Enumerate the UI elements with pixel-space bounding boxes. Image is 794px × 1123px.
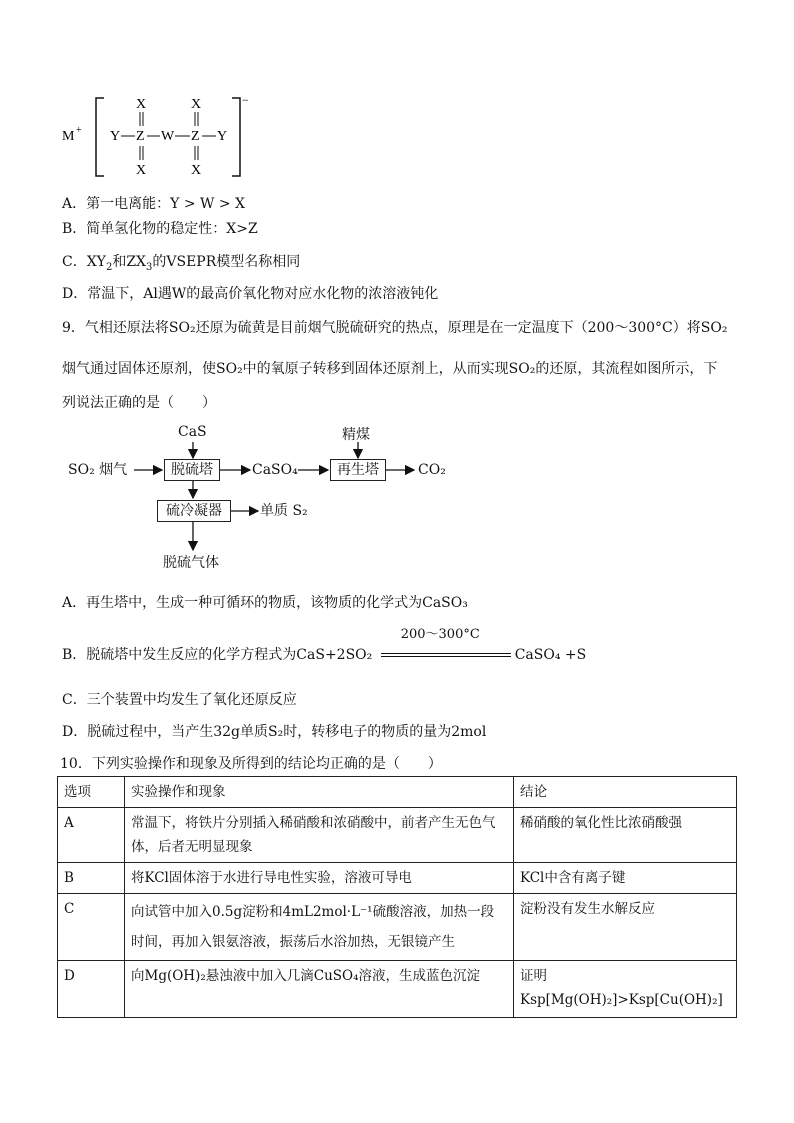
table-row [58,894,737,961]
reaction-condition: 200～300°C [400,627,480,642]
table-row [58,863,737,894]
cell-operation [125,894,514,961]
option-letter: C． [62,254,87,270]
flow-label-cas: CaS [178,424,207,440]
q10-stem: 10．下列实验操作和现象及所得到的结论均正确的是（ ） [60,756,442,772]
option-text: 第一电离能：Y > W > X [86,196,245,212]
q8-option-a [62,194,245,214]
option-text: 再生塔中，生成一种可循环的物质，该物质的化学式为CaSO₃ [86,595,468,611]
flow-box-regeneration-tower: 再生塔 [330,459,386,481]
q9-stem-line3: 列说法正确的是（ ） [62,395,216,411]
cell-line: 常温下，将铁片分别插入稀硝酸和浓硝酸中，前者产生无色气 [131,815,496,831]
flow-label-co2: CO₂ [418,462,446,478]
option-letter: B． [62,647,87,663]
q9-stem-line1 [62,318,727,338]
q9-stem-line2: 烟气通过固体还原剂，使SO₂中的氧原子转移到固体还原剂上，从而实现SO₂的还原，其流程如图所示，下 [62,361,718,377]
stem-text: 气相还原法将SO₂还原为硫黄是目前烟气脱硫研究的热点，原理是在一定温度下（200～300°C）将SO₂ [84,320,728,336]
option-text: 脱硫过程中，当产生32g单质S₂时，转移电子的物质的量为2mol [87,724,487,740]
atom-y-left: Y [110,129,121,144]
atom-w: W [161,129,175,144]
cell-line: 时间，再加入银氨溶液，振荡后水浴加热，无银镜产生 [131,934,455,950]
atom-x-top-left: X [136,97,147,112]
question-number: 9． [62,320,85,336]
flow-label-coal: 精煤 [342,427,370,443]
option-text: 的VSEPR模型名称相同 [152,254,301,270]
flow-label-so2-gas: SO₂ 烟气 [68,462,128,478]
anion-structure-diagram [60,92,260,184]
q9-option-a [62,593,468,613]
cell-conclusion [514,961,737,1018]
atom-z-right: Z [191,129,200,144]
atom-y-right: Y [217,129,228,144]
q9-option-c [62,690,297,710]
cation-symbol: M [62,129,75,144]
cell-line: 将KCl固体溶于水进行导电性实验，溶液可导电 [131,870,412,886]
flow-box-sulfur-condenser: 硫冷凝器 [157,500,231,522]
flow-arrows [62,420,462,580]
option-text: 三个装置中均发生了氧化还原反应 [86,692,297,708]
q9-option-d [62,722,486,742]
cell-operation [125,808,514,863]
cell-option: D [58,961,125,1018]
cell-operation [125,863,514,894]
flow-chart [62,420,462,580]
q8-option-d [62,284,438,304]
table-header-row [58,777,737,808]
header-operation: 实验操作和现象 [125,777,514,808]
q8-option-b [62,219,258,239]
cell-line: 淀粉没有发生水解反应 [520,901,655,917]
cation-charge: + [76,125,82,136]
option-text: 脱硫塔中发生反应的化学方程式为CaS+2SO₂ [86,647,373,663]
formula-zx: ZX [126,254,147,270]
cell-line: 向试管中加入0.5g淀粉和4mL2mol·L⁻¹硫酸溶液，加热一段 [131,904,495,920]
cell-conclusion [514,863,737,894]
cell-operation [125,961,514,1018]
reaction-product: CaSO₄ +S [514,647,587,663]
left-bracket [96,98,104,176]
cell-line: 证明 [520,968,547,984]
cell-line: KCl中含有离子键 [520,870,626,886]
flow-label-caso4: CaSO₄ [252,462,298,478]
atom-x-bottom-right: X [191,163,202,178]
option-letter: A． [62,595,87,611]
cell-line: 体，后者无明显现象 [131,839,253,855]
option-letter: D． [62,286,88,302]
equals-line-top [381,653,511,654]
subscript: 2 [105,261,113,273]
reaction-equals [381,627,511,665]
table-row [58,961,737,1018]
cell-line: Ksp[Mg(OH)₂]>Ksp[Cu(OH)₂] [520,992,723,1008]
cell-conclusion [514,894,737,961]
table-row [58,808,737,863]
option-text: 简单氢化物的稳定性：X>Z [86,221,258,237]
option-letter: C． [62,692,87,708]
q9-option-b [62,627,587,665]
cell-conclusion [514,808,737,863]
equals-line-bottom [381,656,511,657]
option-text: 常温下，Al遇W的最高价氧化物对应水化物的浓溶液钝化 [87,286,439,302]
cell-line: 稀硝酸的氧化性比浓硝酸强 [520,815,682,831]
q8-option-c [62,252,300,278]
atom-x-top-right: X [191,97,202,112]
flow-label-s2: 单质 S₂ [260,503,308,519]
cell-line: 向Mg(OH)₂悬浊液中加入几滴CuSO₄溶液，生成蓝色沉淀 [131,968,481,984]
cell-option: A [58,808,125,863]
formula-xy: XY [86,254,106,270]
atom-x-bottom-left: X [136,163,147,178]
option-text: 和 [112,254,127,270]
option-letter: D． [62,724,88,740]
option-letter: A． [62,196,87,212]
experiment-table [57,776,737,1018]
flow-box-desulfurization-tower: 脱硫塔 [164,459,220,481]
option-letter: B． [62,221,87,237]
right-bracket [232,98,240,176]
flow-label-desulfurized-gas: 脱硫气体 [163,555,219,571]
cell-option: B [58,863,125,894]
anion-charge: − [242,93,249,107]
header-conclusion: 结论 [514,777,737,808]
header-option: 选项 [58,777,125,808]
atom-z-left: Z [136,129,145,144]
subscript: 3 [146,261,153,273]
cell-option: C [58,894,125,961]
